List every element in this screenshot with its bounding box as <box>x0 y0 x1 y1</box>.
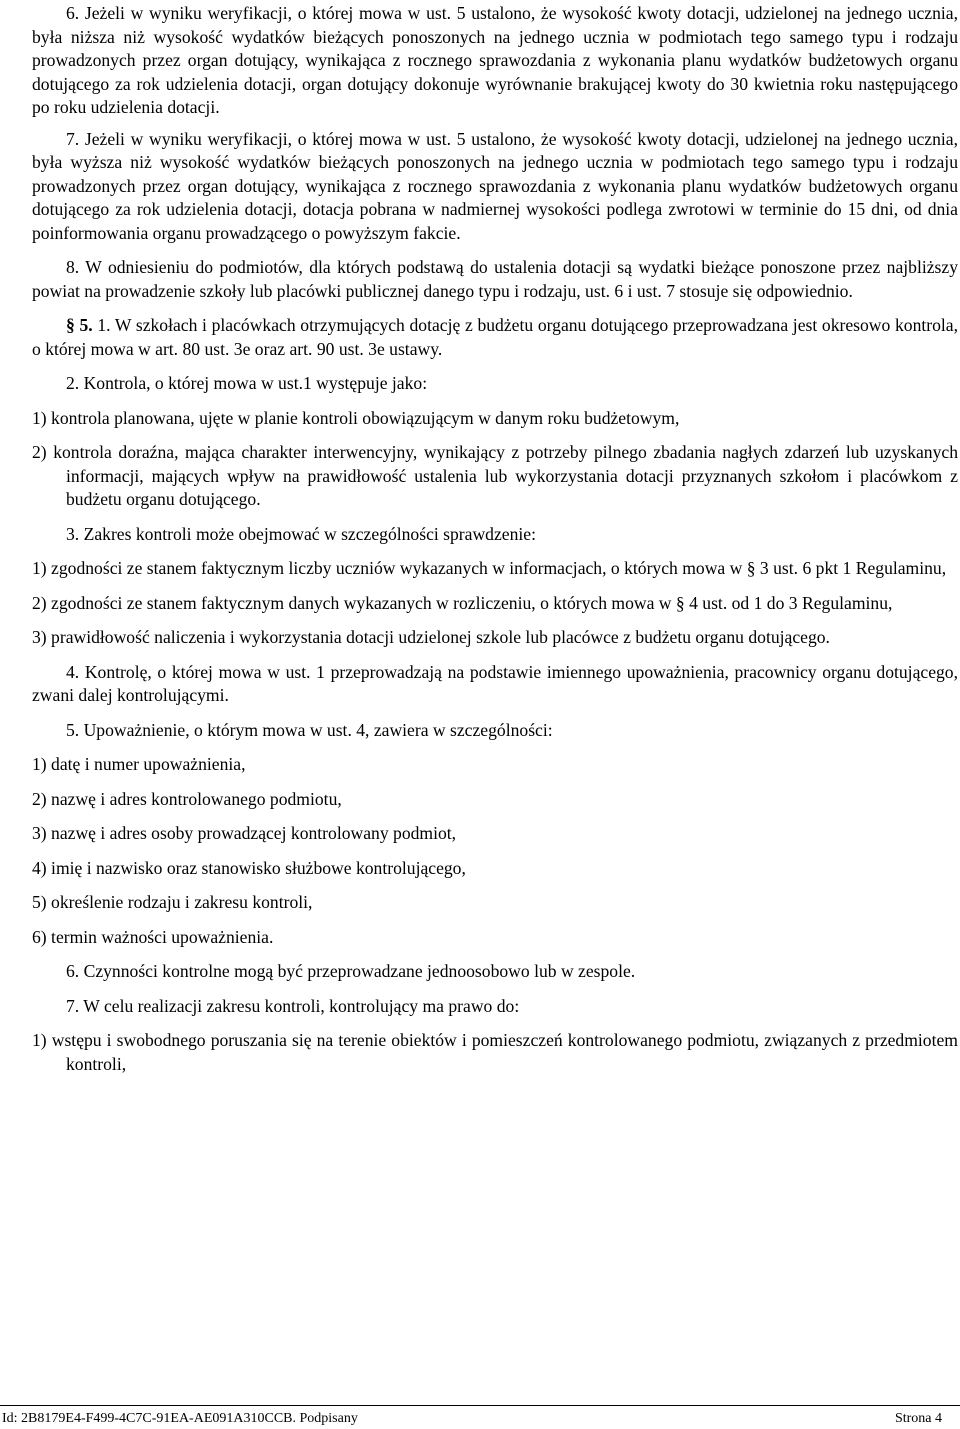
list-item: 1) zgodności ze stanem faktycznym liczby uczniów wykazanych w informacjach, o których mowa w § 3 ust. 6 pkt 1 Regulaminu, <box>32 558 947 578</box>
list-item: 2) nazwę i adres kontrolowanego podmiotu, <box>32 788 342 809</box>
section-5-paragraph-1 <box>32 314 958 361</box>
page-footer <box>0 1405 960 1426</box>
list-item: 2) kontrola doraźna, mająca charakter interwencyjny, wynikający z potrzeby pilnego zbadania nagłych zdarzeń lub uzyskanych informacji, mających wpływ na prawidłowość ustalenia lub wykorzystania dotacji przyznanych szkołom i placówkom z budżetu organu dotującego. <box>32 442 958 509</box>
list-item: 4) imię i nazwisko oraz stanowisko służbowe kontrolującego, <box>32 857 466 878</box>
section-5-paragraph-5: 5. Upoważnienie, o którym mowa w ust. 4, zawiera w szczególności: <box>66 719 553 740</box>
document-page <box>32 2 958 1087</box>
section-5-text: 1. W szkołach i placówkach otrzymujących dotację z budżetu organu dotującego przeprowadzana jest okresowo kontrola, o której mowa w art. 80 ust. 3e oraz art. 90 ust. 3e ustawy. <box>32 315 959 359</box>
list-item: 5) określenie rodzaju i zakresu kontroli, <box>32 892 313 912</box>
page-number: Strona 4 <box>894 1411 942 1426</box>
section-5-paragraph-7: 7. W celu realizacji zakresu kontroli, kontrolujący ma prawo do: <box>66 995 520 1016</box>
list-item: 1) wstępu i swobodnego poruszania się na terenie obiektów i pomieszczeń kontrolowanego podmiotu, związanych z przedmiotem kontroli, <box>32 1030 958 1074</box>
paragraph-6: 6. Jeżeli w wyniku weryfikacji, o której mowa w ust. 5 ustalono, że wysokość kwoty dotacji, udzielonej na jednego ucznia, była niższa niż wysokość wydatków bieżących ponoszonych na jednego ucznia w podmiotach tego samego typu i rodzaju prowadzonych przez organ dotujący, wynikająca z rocznego sprawozdania z wykonania planu wydatków budżetowych organu dotującego za rok udzielenia dotacji, organ dotujący dokonuje wyrównanie brakującej kwoty do 30 kwietnia roku następującego po roku udzielenia dotacji. <box>32 3 958 117</box>
list-item: 3) nazwę i adres osoby prowadzącej kontrolowany podmiot, <box>32 823 457 843</box>
section-mark: § 5. <box>66 315 93 335</box>
section-5-paragraph-4: 4. Kontrolę, o której mowa w ust. 1 przeprowadzają na podstawie imiennego upoważnienia, pracownicy organu dotującego, zwani dalej kontrolującymi. <box>32 661 958 705</box>
list-item: 6) termin ważności upoważnienia. <box>32 926 274 947</box>
list-item: 1) datę i numer upoważnienia, <box>32 754 246 774</box>
list-item: 1) kontrola planowana, ujęte w planie kontroli obowiązującym w danym roku budżetowym, <box>32 407 680 428</box>
section-5-paragraph-6: 6. Czynności kontrolne mogą być przeprowadzane jednoosobowo lub w zespole. <box>66 961 636 981</box>
list-item: 2) zgodności ze stanem faktycznym danych wykazanych w rozliczeniu, o których mowa w § 4 ust. od 1 do 3 Regulaminu, <box>32 592 893 613</box>
section-5-paragraph-3: 3. Zakres kontroli może obejmować w szczególności sprawdzenie: <box>66 523 536 544</box>
list-item: 3) prawidłowość naliczenia i wykorzystania dotacji udzielonej szkole lub placówce z budżetu organu dotującego. <box>32 627 830 647</box>
paragraph-7: 7. Jeżeli w wyniku weryfikacji, o której mowa w ust. 5 ustalono, że wysokość kwoty dotacji, udzielonej na jednego ucznia, była wyższa niż wysokość wydatków bieżących ponoszonych na jednego ucznia w podmiotach tego samego typu i rodzaju prowadzonych przez organ dotujący, wynikająca z rocznego sprawozdania z wykonania planu wydatków budżetowych organu dotującego za rok udzielenia dotacji, dotacja pobrana w nadmiernej wysokości podlega zwrotowi w terminie do 15 dni, od dnia poinformowania organu prowadzącego o powyższym fakcie. <box>32 128 958 243</box>
paragraph-8: 8. W odniesieniu do podmiotów, dla których podstawą do ustalenia dotacji są wydatki bieżące ponoszone przez najbliższy powiat na prowadzenie szkoły lub placówki publicznej danego typu i rodzaju, ust. 6 i ust. 7 stosuje się odpowiednio. <box>32 257 958 301</box>
document-id: Id: 2B8179E4-F499-4C7C-91EA-AE091A310CCB. Podpisany <box>2 1411 358 1426</box>
section-5-paragraph-2: 2. Kontrola, o której mowa w ust.1 występuje jako: <box>66 373 428 393</box>
